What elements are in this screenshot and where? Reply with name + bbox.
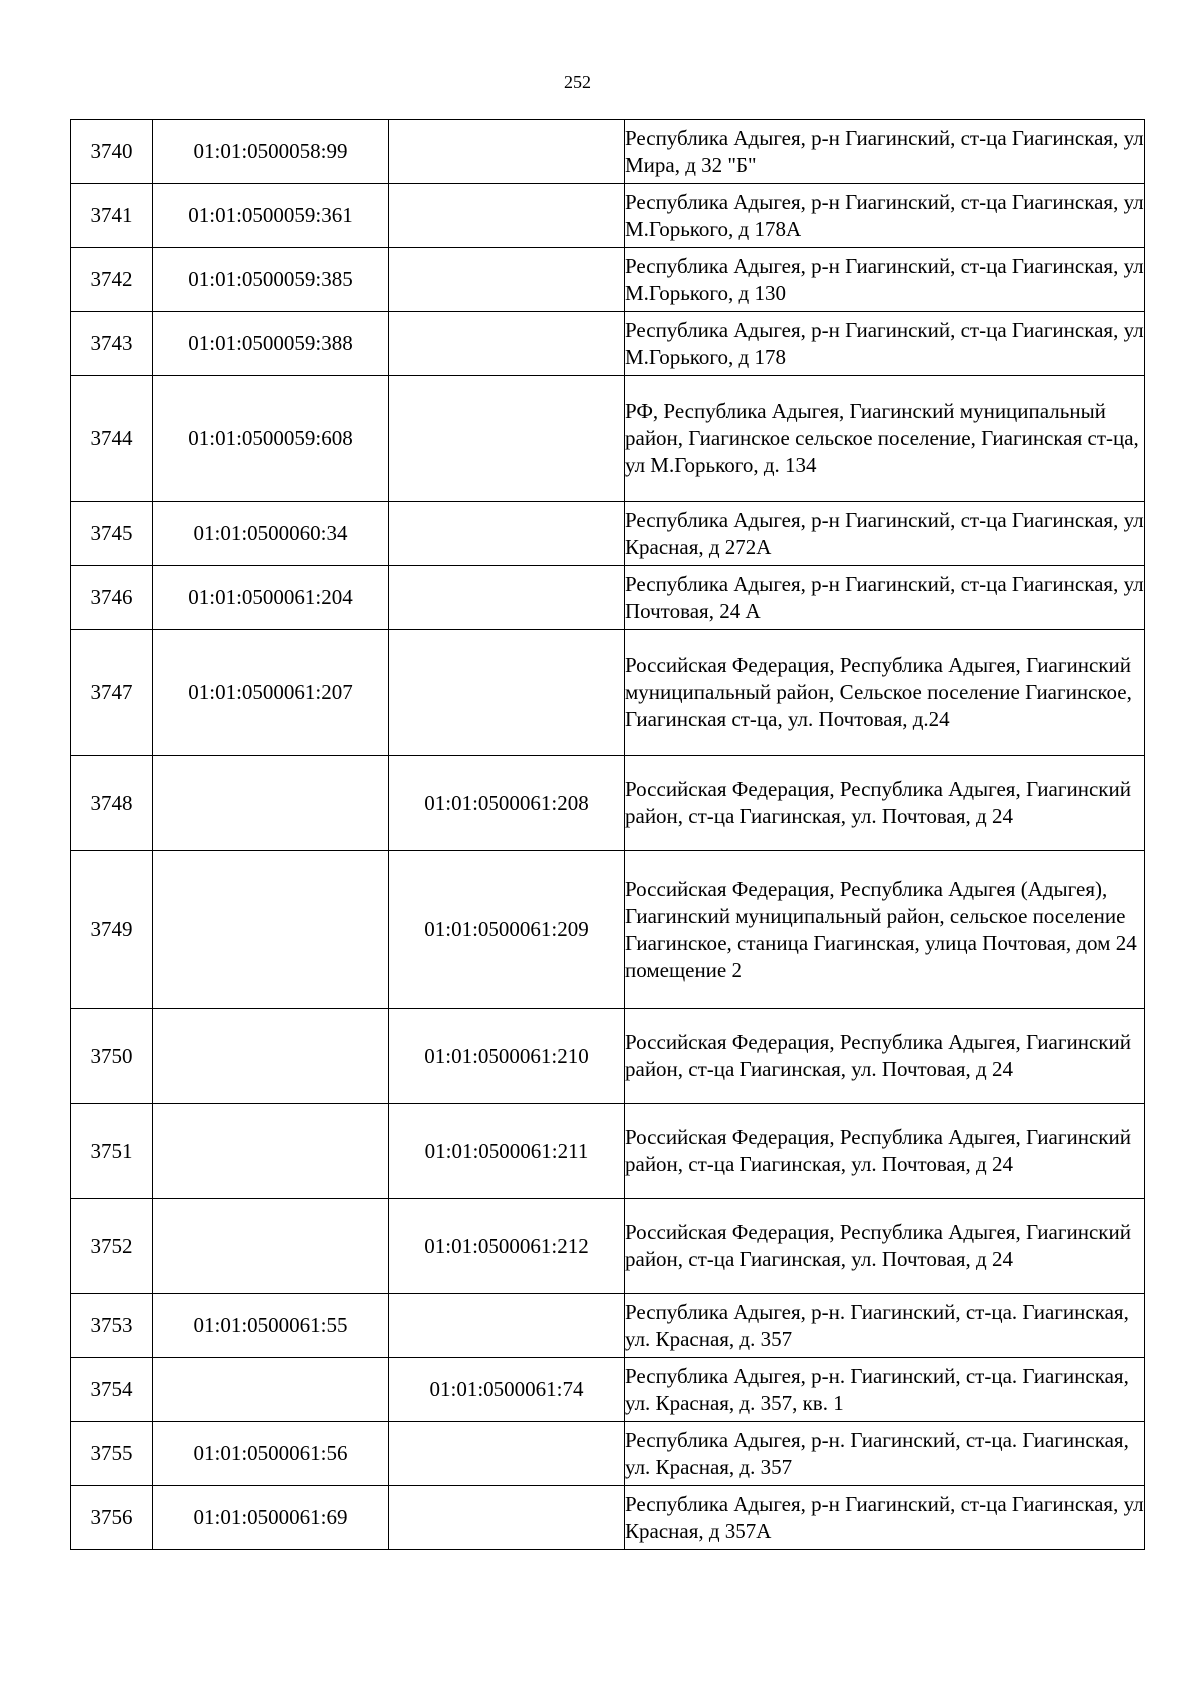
table-row: [71, 1422, 1145, 1486]
cadastral-number-cell: [153, 1009, 389, 1104]
table-row: [71, 1199, 1145, 1294]
address-cell: Республика Адыгея, р-н Гиагинский, ст-ца Гиагинская, ул Мира, д 32 "Б": [625, 120, 1145, 184]
row-number-cell: 3749: [71, 851, 153, 1009]
related-cadastral-number-cell: 01:01:0500061:212: [389, 1199, 625, 1294]
table-row: [71, 312, 1145, 376]
page-number: 252: [564, 72, 591, 92]
cadastral-number-cell: 01:01:0500058:99: [153, 120, 389, 184]
address-cell: Республика Адыгея, р-н. Гиагинский, ст-ца. Гиагинская, ул. Красная, д. 357: [625, 1294, 1145, 1358]
registry-table: [70, 119, 1145, 1550]
related-cadastral-number-cell: 01:01:0500061:74: [389, 1358, 625, 1422]
related-cadastral-number-cell: [389, 312, 625, 376]
row-number-cell: 3750: [71, 1009, 153, 1104]
cadastral-number-cell: 01:01:0500059:608: [153, 376, 389, 502]
cadastral-number-cell: 01:01:0500059:361: [153, 184, 389, 248]
related-cadastral-number-cell: [389, 376, 625, 502]
cadastral-number-cell: 01:01:0500061:56: [153, 1422, 389, 1486]
table-row: [71, 1294, 1145, 1358]
cadastral-number-cell: [153, 1358, 389, 1422]
address-cell: Российская Федерация, Республика Адыгея (Адыгея), Гиагинский муниципальный район, сельское поселение Гиагинское, станица Гиагинская, улица Почтовая, дом 24 помещение 2: [625, 851, 1145, 1009]
address-cell: Республика Адыгея, р-н. Гиагинский, ст-ца. Гиагинская, ул. Красная, д. 357: [625, 1422, 1145, 1486]
related-cadastral-number-cell: 01:01:0500061:209: [389, 851, 625, 1009]
address-cell: Российская Федерация, Республика Адыгея, Гиагинский муниципальный район, Сельское поселение Гиагинское, Гиагинская ст-ца, ул. Почтовая, д.24: [625, 630, 1145, 756]
cadastral-number-cell: 01:01:0500061:69: [153, 1486, 389, 1550]
table-row: [71, 376, 1145, 502]
cadastral-number-cell: 01:01:0500059:385: [153, 248, 389, 312]
row-number-cell: 3742: [71, 248, 153, 312]
related-cadastral-number-cell: 01:01:0500061:210: [389, 1009, 625, 1104]
table-row: [71, 630, 1145, 756]
table-row: [71, 756, 1145, 851]
table-row: [71, 566, 1145, 630]
cadastral-number-cell: [153, 851, 389, 1009]
cadastral-number-cell: [153, 1104, 389, 1199]
table-row: [71, 851, 1145, 1009]
table-row: [71, 184, 1145, 248]
row-number-cell: 3754: [71, 1358, 153, 1422]
row-number-cell: 3745: [71, 502, 153, 566]
cadastral-number-cell: 01:01:0500060:34: [153, 502, 389, 566]
table-row: [71, 1009, 1145, 1104]
cadastral-number-cell: [153, 1199, 389, 1294]
cadastral-number-cell: [153, 756, 389, 851]
related-cadastral-number-cell: [389, 1294, 625, 1358]
address-cell: Российская Федерация, Республика Адыгея, Гиагинский район, ст-ца Гиагинская, ул. Почтовая, д 24: [625, 1104, 1145, 1199]
row-number-cell: 3755: [71, 1422, 153, 1486]
address-cell: Российская Федерация, Республика Адыгея, Гиагинский район, ст-ца Гиагинская, ул. Почтовая, д 24: [625, 756, 1145, 851]
related-cadastral-number-cell: 01:01:0500061:211: [389, 1104, 625, 1199]
row-number-cell: 3744: [71, 376, 153, 502]
row-number-cell: 3746: [71, 566, 153, 630]
address-cell: РФ, Республика Адыгея, Гиагинский муниципальный район, Гиагинское сельское поселение, Гиагинская ст-ца, ул М.Горького, д. 134: [625, 376, 1145, 502]
row-number-cell: 3740: [71, 120, 153, 184]
table-row: [71, 1486, 1145, 1550]
table-row: [71, 248, 1145, 312]
registry-table-body: [71, 120, 1145, 1550]
address-cell: Республика Адыгея, р-н Гиагинский, ст-ца Гиагинская, ул Красная, д 357А: [625, 1486, 1145, 1550]
related-cadastral-number-cell: [389, 184, 625, 248]
address-cell: Российская Федерация, Республика Адыгея, Гиагинский район, ст-ца Гиагинская, ул. Почтовая, д 24: [625, 1009, 1145, 1104]
related-cadastral-number-cell: 01:01:0500061:208: [389, 756, 625, 851]
row-number-cell: 3741: [71, 184, 153, 248]
cadastral-number-cell: 01:01:0500061:55: [153, 1294, 389, 1358]
related-cadastral-number-cell: [389, 1422, 625, 1486]
address-cell: Республика Адыгея, р-н. Гиагинский, ст-ца. Гиагинская, ул. Красная, д. 357, кв. 1: [625, 1358, 1145, 1422]
related-cadastral-number-cell: [389, 248, 625, 312]
row-number-cell: 3743: [71, 312, 153, 376]
address-cell: Республика Адыгея, р-н Гиагинский, ст-ца Гиагинская, ул Красная, д 272А: [625, 502, 1145, 566]
row-number-cell: 3747: [71, 630, 153, 756]
row-number-cell: 3752: [71, 1199, 153, 1294]
address-cell: Республика Адыгея, р-н Гиагинский, ст-ца Гиагинская, ул М.Горького, д 178: [625, 312, 1145, 376]
table-row: [71, 1358, 1145, 1422]
table-row: [71, 502, 1145, 566]
address-cell: Республика Адыгея, р-н Гиагинский, ст-ца Гиагинская, ул М.Горького, д 178А: [625, 184, 1145, 248]
related-cadastral-number-cell: [389, 1486, 625, 1550]
row-number-cell: 3748: [71, 756, 153, 851]
related-cadastral-number-cell: [389, 566, 625, 630]
address-cell: Республика Адыгея, р-н Гиагинский, ст-ца Гиагинская, ул Почтовая, 24 А: [625, 566, 1145, 630]
cadastral-number-cell: 01:01:0500061:207: [153, 630, 389, 756]
address-cell: Республика Адыгея, р-н Гиагинский, ст-ца Гиагинская, ул М.Горького, д 130: [625, 248, 1145, 312]
row-number-cell: 3753: [71, 1294, 153, 1358]
table-row: [71, 120, 1145, 184]
row-number-cell: 3751: [71, 1104, 153, 1199]
address-cell: Российская Федерация, Республика Адыгея, Гиагинский район, ст-ца Гиагинская, ул. Почтовая, д 24: [625, 1199, 1145, 1294]
row-number-cell: 3756: [71, 1486, 153, 1550]
table-row: [71, 1104, 1145, 1199]
related-cadastral-number-cell: [389, 630, 625, 756]
related-cadastral-number-cell: [389, 502, 625, 566]
related-cadastral-number-cell: [389, 120, 625, 184]
cadastral-number-cell: 01:01:0500059:388: [153, 312, 389, 376]
cadastral-number-cell: 01:01:0500061:204: [153, 566, 389, 630]
